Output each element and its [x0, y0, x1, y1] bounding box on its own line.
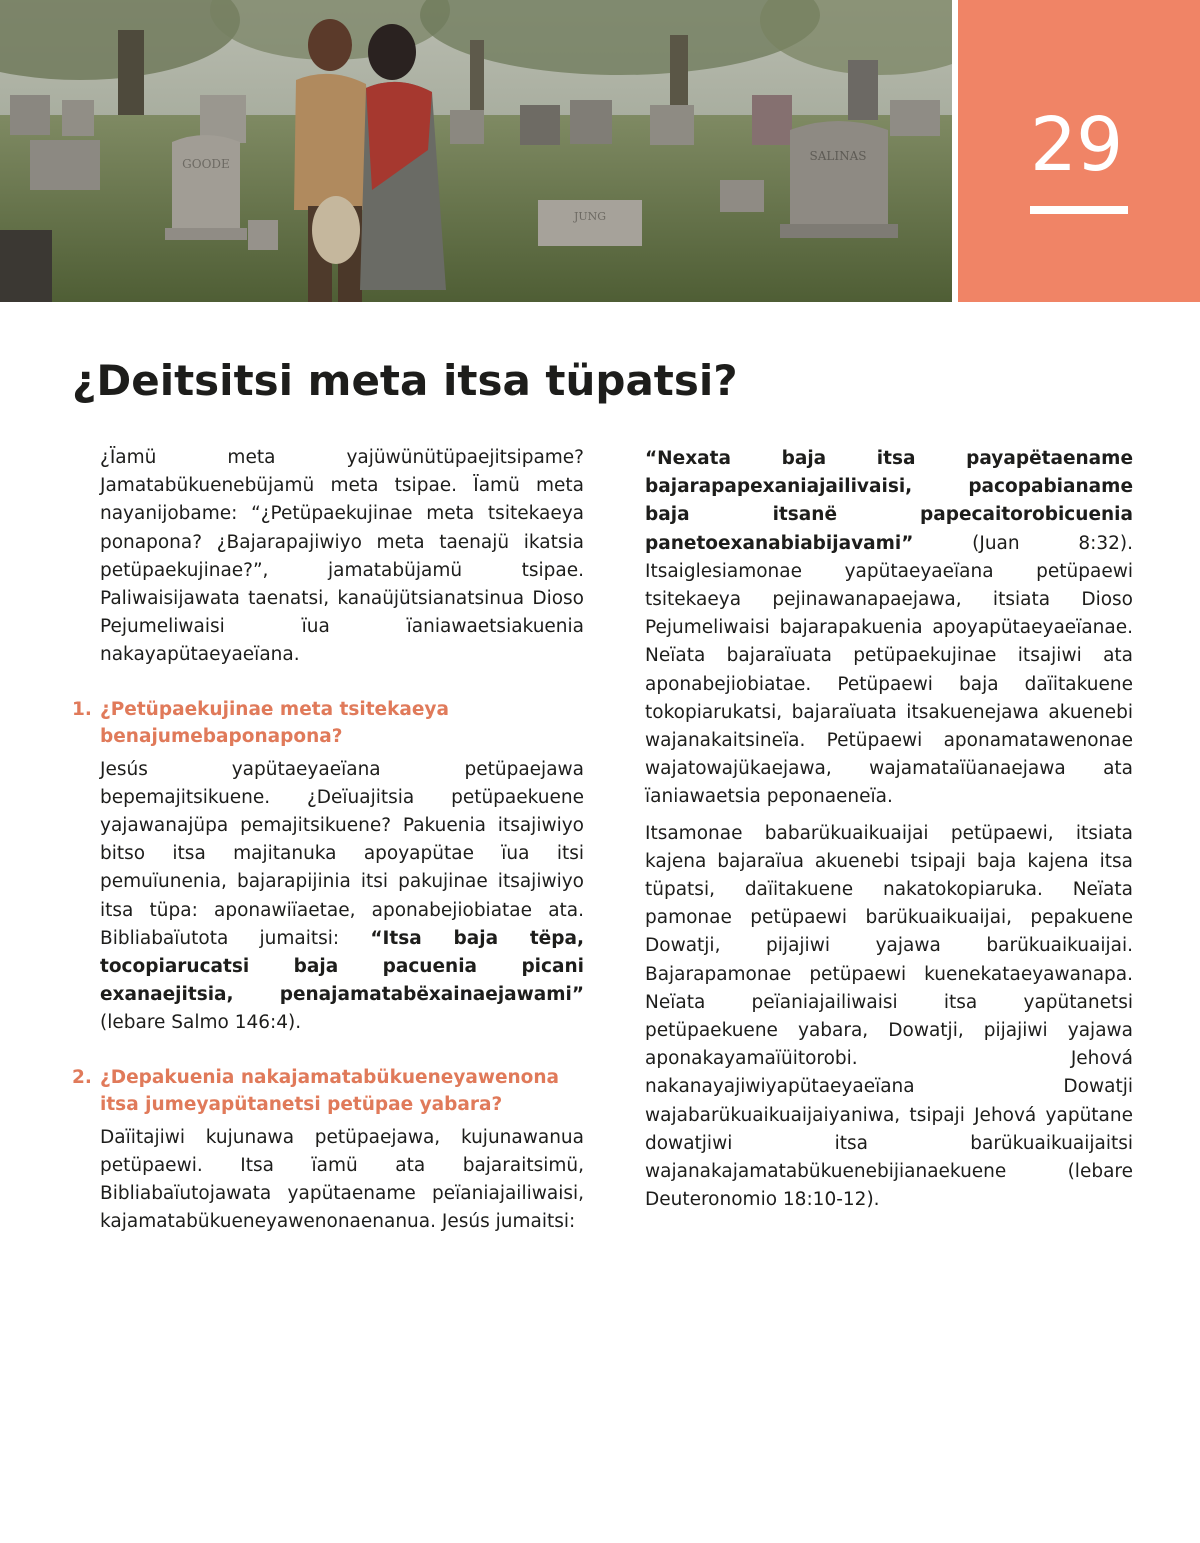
headstone-jung-label: JUNG: [573, 210, 607, 223]
section-2-title: ¿Depakuenia nakajamatabükueneyawenona itsa jumeyapütanetsi petüpae yabara?: [100, 1066, 560, 1115]
section-2-extra-paragraph: Itsamonae babarükuaikuaijai petüpaewi, itsiata kajena bajaraïua akuenebi tsipaji baja kajena itsa tüpatsi, daïitakuene nakatokopiaruka. Neïata pamonae petüpaewi barükuaikuaijai, pepakuene Dowatji, pijajiwi yajawa barükuaikuaijai. Bajarapamonae petüpaewi kuenekataeyawanapa. Neïata peïaniajailiwaisi itsa yapütanetsi petüpaekuene yabara, Dowatji, pijajiwi yajawa aponakayamaïüitorobi. Jehová nakanayajiwiyapütaeyaeïana Dowatji wajabarükuaikuaijaiyaniwa, tsipaji Jehová yapütane dowatjiwi itsa barükuaikuaijaitsi wajanakajamatabükuenebijianaekuene (lebare Deuteronomio 18:10-12).: [645, 822, 1133, 1211]
lesson-number-underline: [1030, 206, 1128, 214]
section-2-continued-text: (Juan 8:32). Itsaiglesiamonae yapütaeyaeïana petüpaewi tsitekaeya pejinawanapaejawa, itsiata Dioso Pejumeliwaisi bajarapakuenia apoyapütaeyaeïanae. Neïata bajaraïuata petüpaekujinae itsajiwi ata aponabejiobiatae. Petüpaewi baja daïitakuene tokopiarukatsi, bajaraïuata itsakuenejawa akuenebi wajanakaitsineïa. Petüpaewi aponamatawenonae wajatowajükaejawa, wajamataïüanaejawa ata ïaniawaetsia peponaeneïa.: [645, 532, 1133, 808]
section-1-title: ¿Petüpaekujinae meta tsitekaeya benajumebaponapona?: [100, 698, 449, 747]
section-2-quote: “Nexata baja itsa payapëtaename bajarapapexaniajailivaisi, pacopabianame baja itsanë papecaitorobicuenia panetoexanabiabijavami”: [645, 448, 1133, 554]
section-2-text: Daïitajiwi kujunawa petüpaejawa, kujunawanua petüpaewi. Itsa ïamü ata bajaraitsimü, Bibliabaïutojawata yapütaename peïaniajailiwaisi, kajamatabükueneyawenonaenanua. Jesús jumaitsi:: [100, 1126, 584, 1233]
section-1-text: Jesús yapütaeyaeïana petüpaejawa bepemajitsikuene. ¿Deïuajitsia petüpaekuene yajawanajüpa pemajitsikuene? Pakuenia itsajiwiyo bitso itsa majitanuka apoyapütae ïua itsi pemuïunenia, bajarapijinia itsi pakujinae itsajiwiyo itsa tüpa: aponawiïaetae, aponabejiobiatae ata. Bibliabaïutota jumaitsi:: [100, 758, 584, 949]
headstone-salinas-label: SALINAS: [809, 149, 867, 163]
lesson-number: 29: [1030, 102, 1123, 188]
section-1-number: 1.: [72, 698, 92, 720]
left-column: [72, 444, 584, 1236]
cemetery-illustration: [0, 0, 952, 302]
intro-paragraph: ¿Ïamü meta yajüwünütüpaejitsipame? Jamatabükuenebüjamü meta tsipae. Ïamü meta nayanijobame: “¿Petüpaekujinae meta tsitekaeya ponapona? ¿Bajarapajiwiyo meta taenajü ikatsia petüpaekujinae?”, jamatabüjamü tsipae. Paliwaisijawata taenatsi, kanaüjütsianatsinua Dioso Pejumeliwaisi ïua ïaniawaetsiakuenia nakayapütaeyaeïana.: [100, 447, 584, 666]
section-2-heading: [72, 1064, 584, 1118]
headstone-goode-label: GOODE: [182, 157, 230, 171]
section-1-reference: (lebare Salmo 146:4).: [100, 1012, 302, 1034]
page-title: ¿Deitsitsi meta itsa tüpatsi?: [72, 356, 738, 405]
hero-photo: [0, 0, 952, 302]
right-column: [645, 445, 1133, 1214]
section-1-quote: “Itsa baja tëpa, tocopiarucatsi baja pacuenia picani exanaejitsia, penajamatabëxainaejawami”: [100, 927, 584, 1006]
section-1-paragraph: [100, 756, 584, 1038]
lesson-badge: [958, 0, 1200, 302]
section-2-continued: [645, 445, 1133, 812]
section-2-number: 2.: [72, 1066, 92, 1088]
section-2-paragraph: [100, 1124, 584, 1237]
section-1-heading: [72, 696, 584, 750]
